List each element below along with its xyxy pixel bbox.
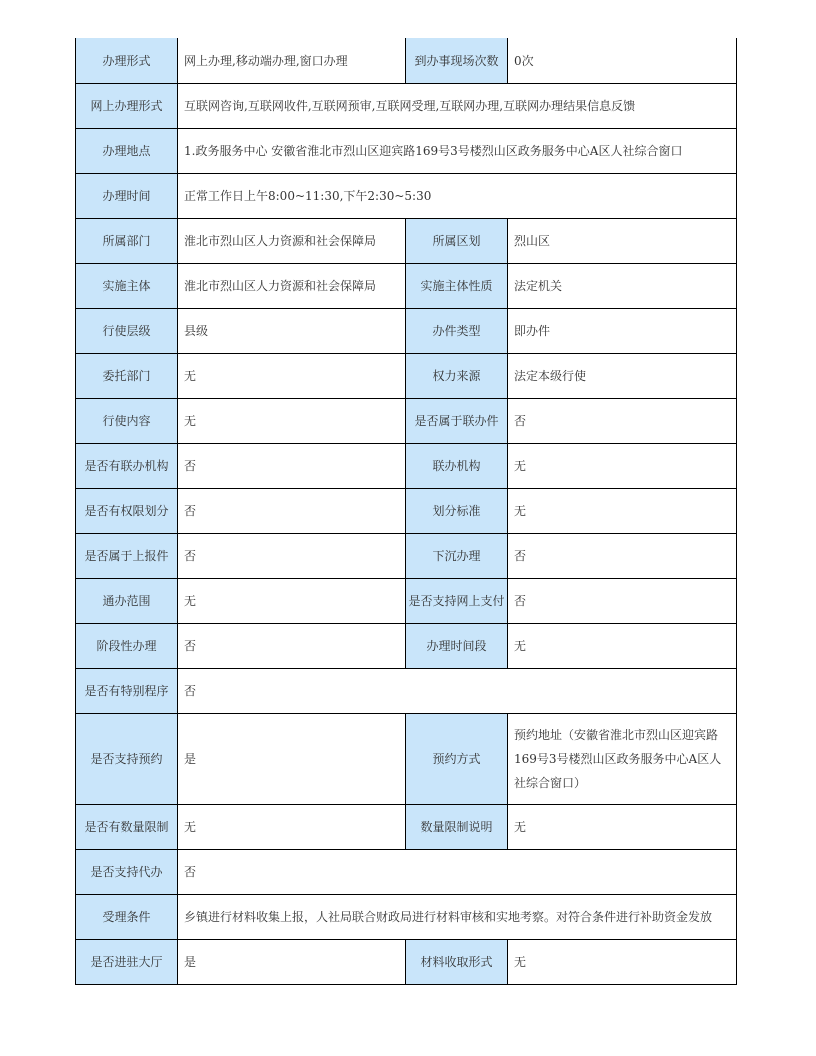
field-value: 无 <box>178 399 406 444</box>
field-label: 是否有特别程序 <box>76 669 178 714</box>
service-info-table <box>75 38 737 985</box>
table-row <box>76 174 737 219</box>
table-row <box>76 444 737 489</box>
field-label: 划分标准 <box>406 489 508 534</box>
table-row <box>76 850 737 895</box>
field-value: 无 <box>508 624 737 669</box>
table-row <box>76 354 737 399</box>
field-label: 实施主体性质 <box>406 264 508 309</box>
table-row <box>76 399 737 444</box>
field-value: 是 <box>178 940 406 985</box>
field-label: 行使内容 <box>76 399 178 444</box>
field-label: 办件类型 <box>406 309 508 354</box>
field-label: 到办事现场次数 <box>406 38 508 84</box>
table-row <box>76 84 737 129</box>
field-value: 烈山区 <box>508 219 737 264</box>
table-row <box>76 895 737 940</box>
field-value: 乡镇进行材料收集上报，人社局联合财政局进行材料审核和实地考察。对符合条件进行补助资金发放 <box>178 895 737 940</box>
field-value: 无 <box>178 354 406 399</box>
table-row <box>76 940 737 985</box>
field-value: 正常工作日上午8:00~11:30,下午2:30~5:30 <box>178 174 737 219</box>
field-label: 是否有权限划分 <box>76 489 178 534</box>
field-label: 联办机构 <box>406 444 508 489</box>
field-label: 是否属于联办件 <box>406 399 508 444</box>
table-row <box>76 534 737 579</box>
field-value: 否 <box>178 624 406 669</box>
table-row <box>76 579 737 624</box>
field-label: 通办范围 <box>76 579 178 624</box>
field-value: 即办件 <box>508 309 737 354</box>
field-label: 委托部门 <box>76 354 178 399</box>
field-label: 办理地点 <box>76 129 178 174</box>
field-value: 否 <box>508 399 737 444</box>
field-value: 否 <box>178 534 406 579</box>
field-label: 所属区划 <box>406 219 508 264</box>
field-label: 实施主体 <box>76 264 178 309</box>
field-value: 无 <box>508 489 737 534</box>
field-label: 办理时间段 <box>406 624 508 669</box>
field-value: 互联网咨询,互联网收件,互联网预审,互联网受理,互联网办理,互联网办理结果信息反馈 <box>178 84 737 129</box>
field-label: 是否支持代办 <box>76 850 178 895</box>
field-value: 0次 <box>508 38 737 84</box>
field-label: 受理条件 <box>76 895 178 940</box>
field-label: 是否支持预约 <box>76 714 178 805</box>
table-row <box>76 624 737 669</box>
field-label: 阶段性办理 <box>76 624 178 669</box>
field-value: 是 <box>178 714 406 805</box>
field-value: 法定本级行使 <box>508 354 737 399</box>
field-value: 县级 <box>178 309 406 354</box>
field-value: 否 <box>508 534 737 579</box>
table-row <box>76 669 737 714</box>
table-row <box>76 714 737 805</box>
field-value: 无 <box>178 579 406 624</box>
field-label: 是否有数量限制 <box>76 805 178 850</box>
field-label: 行使层级 <box>76 309 178 354</box>
field-label: 网上办理形式 <box>76 84 178 129</box>
field-value: 否 <box>178 669 737 714</box>
field-value: 网上办理,移动端办理,窗口办理 <box>178 38 406 84</box>
field-label: 数量限制说明 <box>406 805 508 850</box>
table-row <box>76 309 737 354</box>
field-label: 所属部门 <box>76 219 178 264</box>
field-value: 否 <box>508 579 737 624</box>
field-label: 是否进驻大厅 <box>76 940 178 985</box>
field-value: 否 <box>178 444 406 489</box>
table-row <box>76 38 737 84</box>
field-label: 材料收取形式 <box>406 940 508 985</box>
field-value: 无 <box>508 805 737 850</box>
field-value: 法定机关 <box>508 264 737 309</box>
field-value: 无 <box>508 940 737 985</box>
field-value: 否 <box>178 850 737 895</box>
field-label: 办理时间 <box>76 174 178 219</box>
field-label: 下沉办理 <box>406 534 508 579</box>
field-value: 预约地址（安徽省淮北市烈山区迎宾路169号3号楼烈山区政务服务中心A区人社综合窗口） <box>508 714 737 805</box>
table-row <box>76 489 737 534</box>
table-row <box>76 219 737 264</box>
field-label: 是否支持网上支付 <box>406 579 508 624</box>
field-value: 1.政务服务中心 安徽省淮北市烈山区迎宾路169号3号楼烈山区政务服务中心A区人社综合窗口 <box>178 129 737 174</box>
field-label: 办理形式 <box>76 38 178 84</box>
field-value: 淮北市烈山区人力资源和社会保障局 <box>178 219 406 264</box>
field-value: 无 <box>508 444 737 489</box>
field-label: 是否属于上报件 <box>76 534 178 579</box>
table-row <box>76 264 737 309</box>
field-value: 淮北市烈山区人力资源和社会保障局 <box>178 264 406 309</box>
table-row <box>76 129 737 174</box>
table-row <box>76 805 737 850</box>
field-value: 否 <box>178 489 406 534</box>
field-label: 权力来源 <box>406 354 508 399</box>
field-label: 是否有联办机构 <box>76 444 178 489</box>
field-value: 无 <box>178 805 406 850</box>
field-label: 预约方式 <box>406 714 508 805</box>
